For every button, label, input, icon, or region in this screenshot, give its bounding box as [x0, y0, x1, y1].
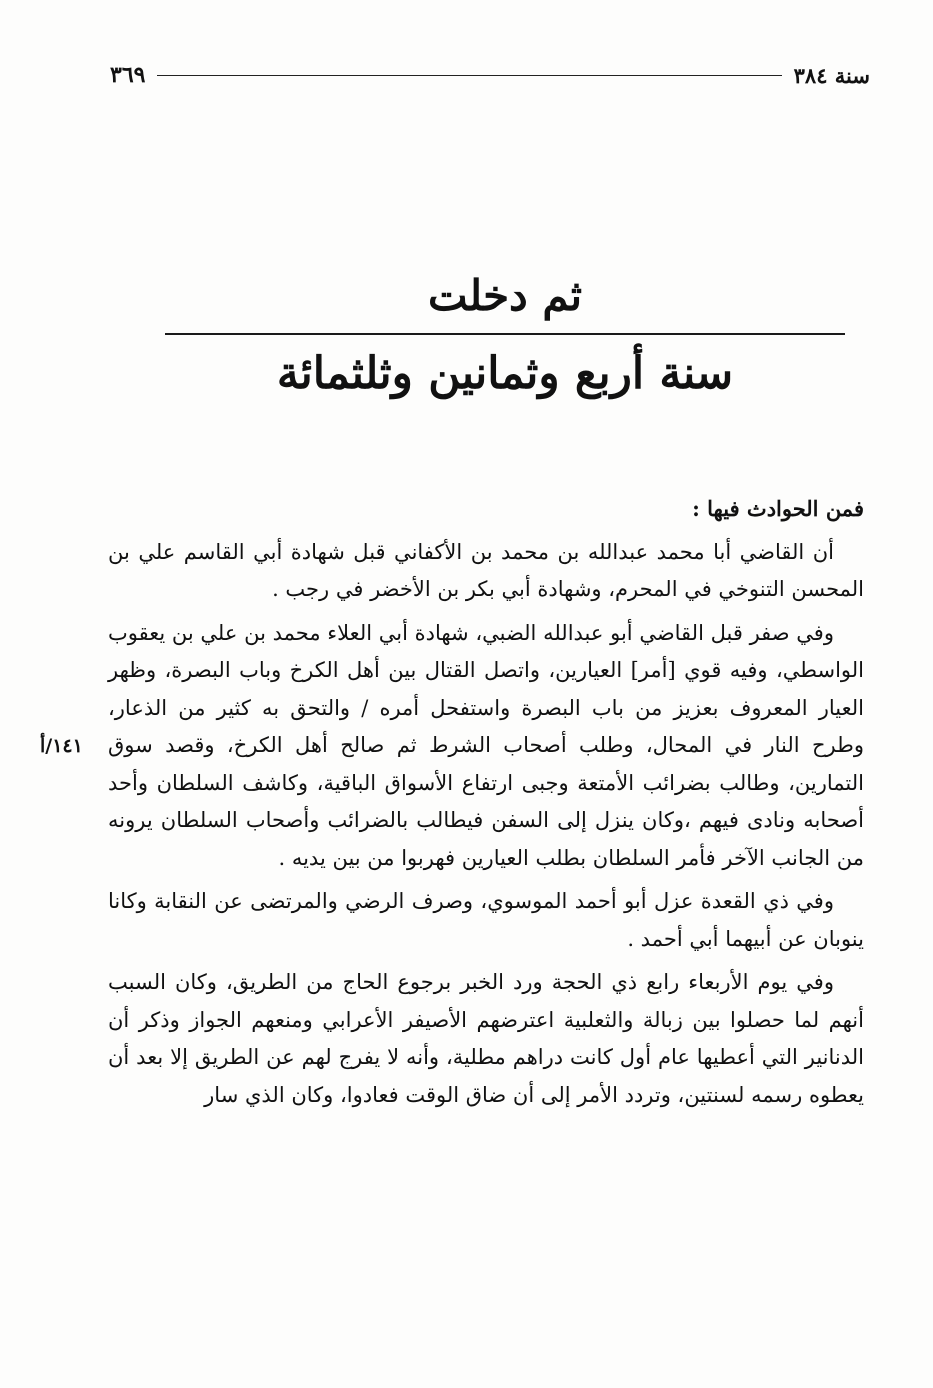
header-rule — [157, 75, 781, 76]
margin-folio-note: ١٤١/أ — [40, 735, 83, 757]
running-header — [110, 58, 870, 92]
section-heading: فمن الحوادث فيها : — [692, 496, 864, 521]
paragraph: وفي يوم الأربعاء رابع ذي الحجة ورد الخبر برجوع الحاج من الطريق، وكان السبب أنهم لما حصلوا بين زبالة والثعلبية اعترضهم الأصيفر الأعرابي ومنعهم الجواز وذكر أن الدنانير التي أعطيها عام أول كانت دراهم مطلية، وأنه لا يفرج لهم عن الطريق إلا بعد أن يعطوه رسمه لسنتين، وتردد الأمر إلى أن ضاق الوقت فعادوا، وكان الذي سار — [108, 970, 864, 1107]
paragraph: وفي صفر قبل القاضي أبو عبدالله الضبي، شهادة أبي العلاء محمد بن علي بن يعقوب الواسطي، وفيه قوي [أمر] العيارين، واتصل القتال بين أهل الكرخ وباب البصرة، وظهر العيار المعروف بعزيز من باب البصرة واستفحل أمره / والتحق به كثير من الذعار، وطرح النار في المحال، وطلب أصحاب الشرط ثم صالح أهل الكرخ، وقصد سوق التمارين، وطالب بضرائب الأمتعة وجبى ارتفاع الأسواق الباقية، وكاشف السلطان وأحد أصحابه ونادى فيهم ،وكان ينزل إلى السفن فيطالب بالضرائب وأصحاب السلطان يرونه من الجانب الآخر فأمر السلطان بطلب العيارين فهربوا من بين يديه . — [108, 620, 864, 870]
chapter-title-line-1: ثم دخلت — [427, 271, 583, 320]
body-text — [108, 490, 864, 1120]
chapter-title-rule — [165, 333, 845, 335]
chapter-title-line-2: سنة أربع وثمانين وثلثمائة — [276, 348, 734, 400]
page-number: ٣٦٩ — [110, 62, 146, 88]
chapter-title-block — [160, 262, 850, 410]
paragraph: أن القاضي أبا محمد عبدالله بن محمد بن الأكفاني قبل شهادة أبي القاسم علي بن المحسن التنوخي في المحرم، وشهادة أبي بكر بن الأخضر في رجب . — [108, 539, 864, 601]
paragraph: وفي ذي القعدة عزل أبو أحمد الموسوي، وصرف الرضي والمرتضى عن النقابة وكانا ينوبان عن أبيهما أبي أحمد . — [108, 889, 864, 951]
running-header-year: سنة ٣٨٤ — [793, 62, 870, 88]
